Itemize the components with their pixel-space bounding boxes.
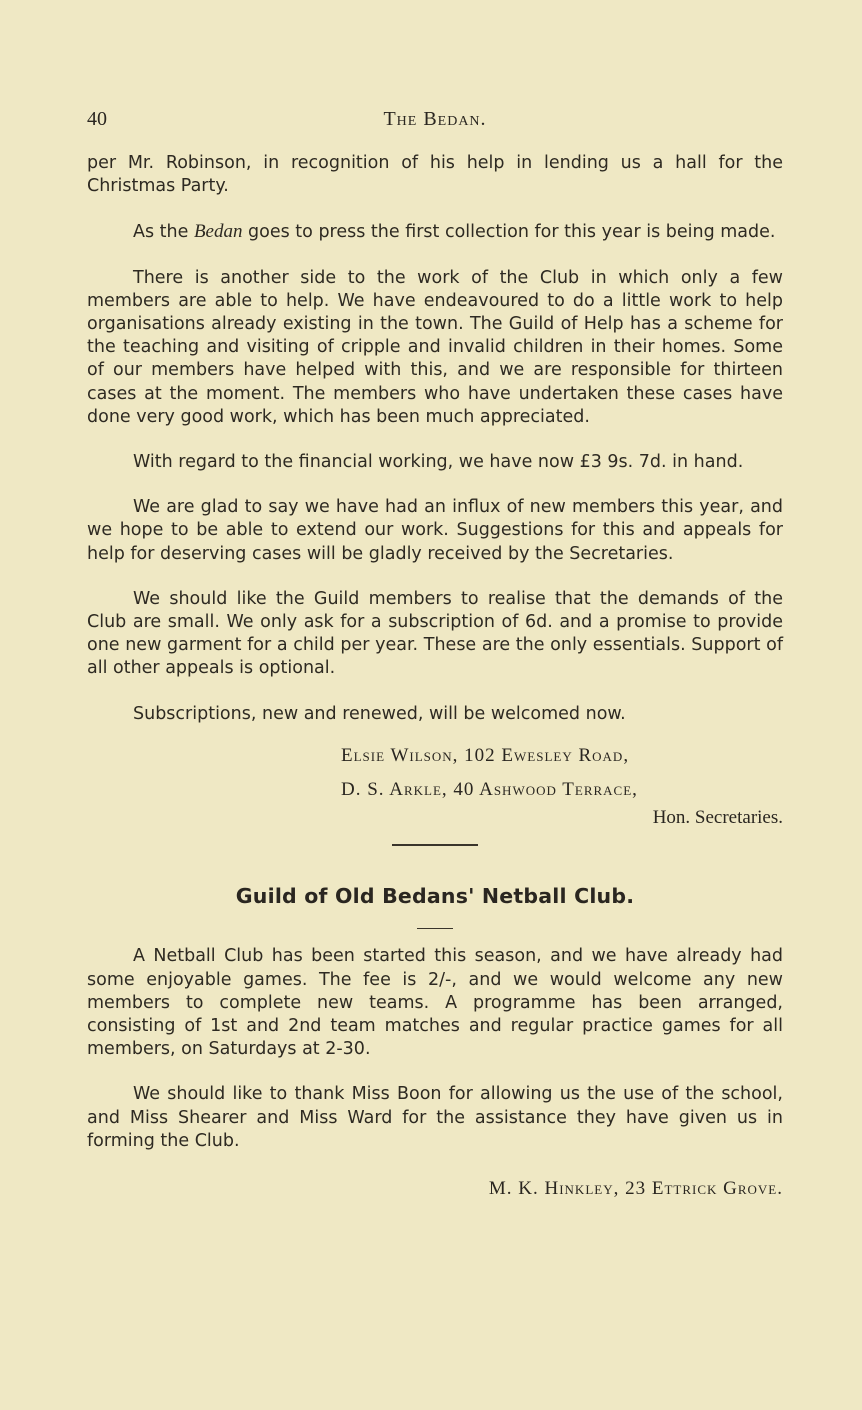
page-number: 40 (87, 108, 107, 130)
secretaries-report (87, 152, 783, 726)
paragraph: There is another side to the work of the Club in which only a few members are able to help. We have endeavoured to do a little work to help organisations already existing in the town. The Guild of Help has a scheme for the teaching and visiting of cripple and invalid children in their homes. Some of our members have helped with this, and we are responsible for thirteen cases at the moment. The members who have undertaken these cases have done very good work, which has been much appreciated. (87, 267, 783, 427)
running-title-text: The Bedan. (383, 108, 487, 130)
paragraph: With regard to the financial working, we have now £3 9s. 7d. in hand. (133, 452, 744, 473)
paragraph: We should like the Guild members to realise that the demands of the Club are small. We only ask for a subscription of 6d. and a promise to provide one new garment for a child per year. These are the only essentials. Support of all other appeals is optional. (87, 588, 783, 679)
signature-block (87, 744, 783, 830)
divider (392, 844, 478, 846)
paragraph: per Mr. Robinson, in recognition of his help in lending us a hall for the Christmas Party. (87, 153, 783, 197)
section-title: Guild of Old Bedans' Netball Club. (235, 883, 635, 908)
italic-magazine-name: Bedan (193, 221, 243, 243)
page-header (87, 108, 783, 138)
paragraph: Subscriptions, new and renewed, will be welcomed now. (133, 703, 626, 724)
signature-line: M. K. Hinkley, 23 Ettrick Grove. (488, 1177, 783, 1199)
divider (417, 928, 453, 930)
page (87, 108, 783, 1201)
paragraph: A Netball Club has been started this season, and we have already had some enjoyable games. The fee is 2/-, and we would welcome any new members to complete new teams. A programme has been arranged, consisting of 1st and 2nd team matches and regular practice games for all members, on Saturdays at 2-30. (87, 946, 783, 1060)
netball-club-report (87, 945, 783, 1153)
paragraph: As the Bedan goes to press the first collection for this year is being made. (133, 221, 776, 243)
paragraph: We should like to thank Miss Boon for allowing us the use of the school, and Miss Shearer and Miss Ward for the assistance they have given us in forming the Club. (87, 1084, 783, 1151)
running-title (87, 108, 783, 131)
signature-role: Hon. Secretaries. (652, 806, 783, 828)
paragraph: We are glad to say we have had an influx of new members this year, and we hope to be able to extend our work. Suggestions for this and appeals for help for deserving cases will be gladly received by the Secretaries. (87, 497, 783, 564)
signature-line: Elsie Wilson, 102 Ewesley Road, (341, 744, 630, 766)
signature-line: D. S. Arkle, 40 Ashwood Terrace, (341, 778, 638, 800)
